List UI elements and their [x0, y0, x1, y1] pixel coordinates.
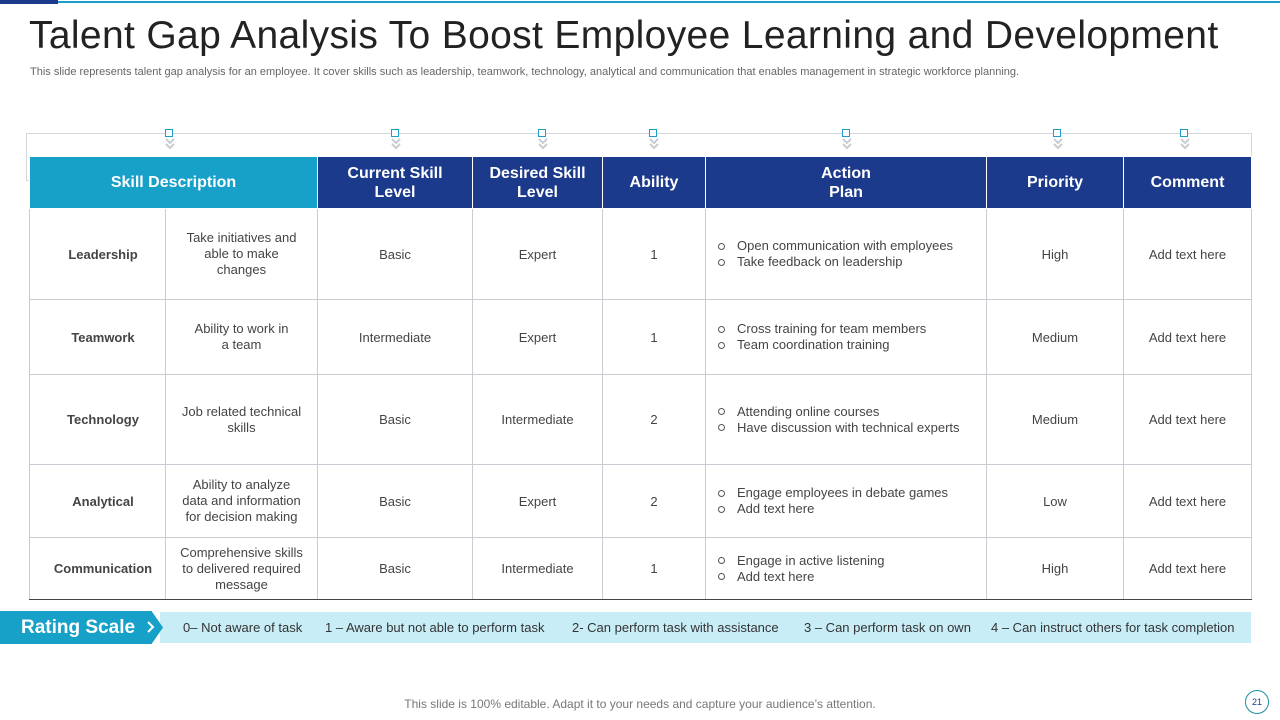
column-marker-icon: [1051, 129, 1065, 153]
skill-description: Ability to work in a team: [166, 300, 318, 375]
current-skill-level: Basic: [318, 375, 473, 465]
current-skill-level: Basic: [318, 465, 473, 538]
plan-item: Add text here: [718, 501, 985, 517]
comment-text: Add text here: [1124, 538, 1252, 600]
plan-item: Team coordination training: [718, 337, 985, 353]
comment-text: Add text here: [1124, 465, 1252, 538]
circle-bullet-icon: [718, 506, 725, 513]
skill-name: Analytical: [30, 465, 166, 538]
column-marker-icon: [163, 129, 177, 153]
skill-description: Ability to analyze data and information for decision making: [166, 465, 318, 538]
slide-subtitle: This slide represents talent gap analysis for an employee. It cover skills such as leadership, teamwork, technology, analytical and communication that enables management in strategic workforce planning.: [30, 66, 1020, 78]
desired-skill-level: Expert: [473, 209, 603, 300]
header-comment: Comment: [1124, 157, 1252, 209]
ability-value: 2: [603, 465, 706, 538]
desired-skill-level: Intermediate: [473, 375, 603, 465]
current-skill-level: Intermediate: [318, 300, 473, 375]
rating-scale-item: 3 – Can perform task on own: [804, 620, 971, 635]
rating-scale-item: 2- Can perform task with assistance: [572, 620, 779, 635]
skill-name: Communication: [30, 538, 166, 600]
skill-description: Take initiatives and able to make changes: [166, 209, 318, 300]
ability-value: 1: [603, 538, 706, 600]
plan-item: Attending online courses: [718, 404, 985, 420]
action-plan: [706, 300, 987, 375]
action-plan: [706, 538, 987, 600]
header-current-skill-level: Current Skill Level: [318, 157, 473, 209]
circle-bullet-icon: [718, 408, 725, 415]
rating-scale-item: 0– Not aware of task: [183, 620, 303, 635]
priority-value: High: [987, 209, 1124, 300]
chevron-right-icon: [147, 621, 155, 633]
talent-gap-table: [29, 156, 1252, 600]
circle-bullet-icon: [718, 557, 725, 564]
circle-bullet-icon: [718, 342, 725, 349]
skill-name: Teamwork: [30, 300, 166, 375]
rating-scale-item: 4 – Can instruct others for task completion: [991, 620, 1235, 635]
current-skill-level: Basic: [318, 209, 473, 300]
priority-value: High: [987, 538, 1124, 600]
ability-value: 1: [603, 300, 706, 375]
top-accent-line: [58, 1, 1280, 3]
circle-bullet-icon: [718, 326, 725, 333]
footer-note: This slide is 100% editable. Adapt it to your needs and capture your audience’s attention.: [404, 697, 876, 711]
priority-value: Medium: [987, 375, 1124, 465]
page-number-badge: 21: [1245, 690, 1269, 714]
circle-bullet-icon: [718, 243, 725, 250]
column-marker-icon: [840, 129, 854, 153]
plan-item: Open communication with employees: [718, 238, 985, 254]
action-plan: [706, 375, 987, 465]
skill-description: Comprehensive skills to delivered required message: [166, 538, 318, 600]
header-ability: Ability: [603, 157, 706, 209]
ability-value: 2: [603, 375, 706, 465]
plan-item: Engage employees in debate games: [718, 485, 985, 501]
top-accent-bar: [0, 0, 58, 4]
skill-description: Job related technical skills: [166, 375, 318, 465]
table-row: [30, 209, 1252, 300]
action-plan: [706, 465, 987, 538]
table-row: [30, 538, 1252, 600]
plan-item: Have discussion with technical experts: [718, 420, 985, 436]
table-row: [30, 465, 1252, 538]
priority-value: Medium: [987, 300, 1124, 375]
table-row: [30, 300, 1252, 375]
priority-value: Low: [987, 465, 1124, 538]
rating-scale-item: 1 – Aware but not able to perform task: [325, 620, 545, 635]
ability-value: 1: [603, 209, 706, 300]
circle-bullet-icon: [718, 259, 725, 266]
skill-name: Leadership: [30, 209, 166, 300]
header-desired-skill-level: Desired Skill Level: [473, 157, 603, 209]
rating-scale-label: Rating Scale: [21, 617, 136, 638]
comment-text: Add text here: [1124, 375, 1252, 465]
circle-bullet-icon: [718, 424, 725, 431]
desired-skill-level: Expert: [473, 300, 603, 375]
table-row: [30, 375, 1252, 465]
current-skill-level: Basic: [318, 538, 473, 600]
plan-item: Engage in active listening: [718, 553, 985, 569]
table-header-row: [30, 157, 1252, 209]
column-marker-icon: [536, 129, 550, 153]
slide-title: Talent Gap Analysis To Boost Employee Learning and Development: [29, 14, 1219, 57]
column-marker-icon: [1178, 129, 1192, 153]
column-marker-icon: [647, 129, 661, 153]
circle-bullet-icon: [718, 573, 725, 580]
plan-item: Add text here: [718, 569, 985, 585]
skill-name: Technology: [30, 375, 166, 465]
circle-bullet-icon: [718, 490, 725, 497]
header-priority: Priority: [987, 157, 1124, 209]
action-plan: [706, 209, 987, 300]
desired-skill-level: Expert: [473, 465, 603, 538]
comment-text: Add text here: [1124, 300, 1252, 375]
header-action-plan: Action Plan: [706, 157, 987, 209]
desired-skill-level: Intermediate: [473, 538, 603, 600]
header-skill-description: Skill Description: [30, 157, 318, 209]
column-marker-icon: [389, 129, 403, 153]
comment-text: Add text here: [1124, 209, 1252, 300]
plan-item: Cross training for team members: [718, 321, 985, 337]
plan-item: Take feedback on leadership: [718, 254, 985, 270]
